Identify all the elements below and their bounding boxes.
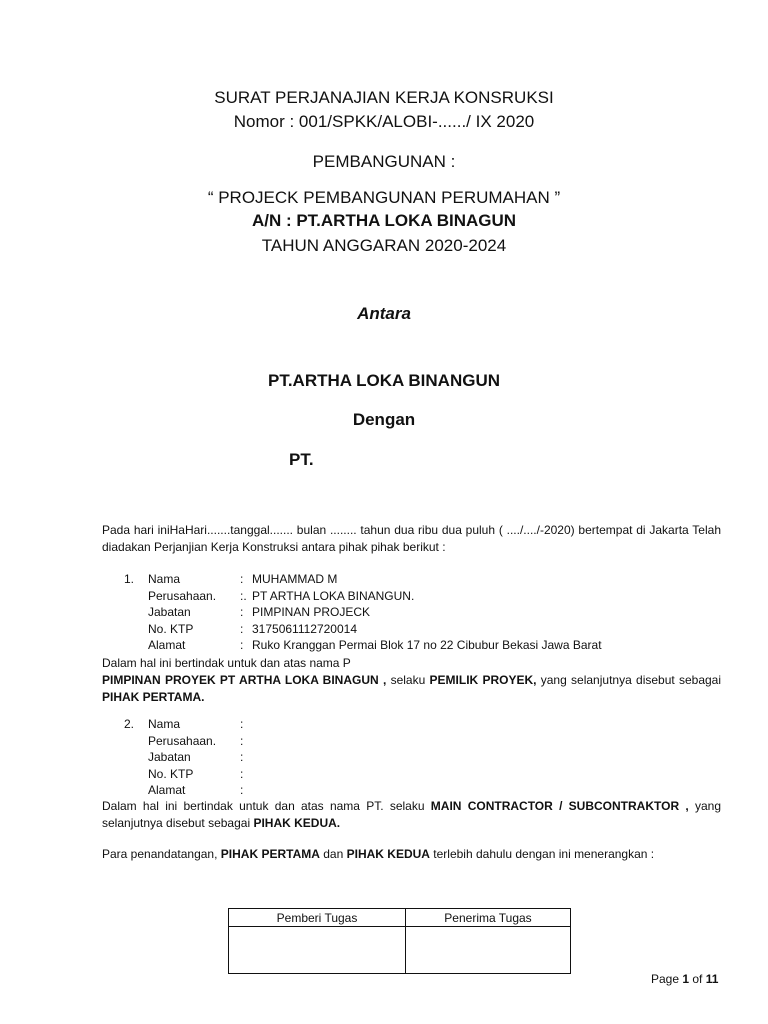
field-label: Jabatan xyxy=(148,605,191,619)
party-1-details xyxy=(102,571,721,654)
party-1-row xyxy=(102,571,721,588)
sign-text: dan xyxy=(319,847,347,861)
rep-bold: PEMILIK PROYEK, xyxy=(429,673,537,687)
party-1-row xyxy=(102,621,721,638)
intro-paragraph: Pada hari iniHaHari.......tanggal....... bulan ........ tahun dua ribu dua puluh ( ..../..../-2020) bertempat di Jakarta Telah diadakan Perjanjian Kerja Konstruksi antara pihak pihak berikut : xyxy=(102,523,721,554)
table-header-assignee: Penerima Tugas xyxy=(406,909,571,927)
field-label: Alamat xyxy=(148,638,186,652)
party-1-representation xyxy=(102,655,721,706)
field-label: Perusahaan. xyxy=(148,588,217,603)
rep-text: selaku xyxy=(386,673,430,687)
table-header-assigner: Pemberi Tugas xyxy=(229,909,406,927)
field-colon: : xyxy=(240,572,244,586)
with-label: Dengan xyxy=(352,410,416,429)
sign-bold: PIHAK KEDUA xyxy=(346,847,430,861)
party-2-row xyxy=(102,716,721,733)
party-1-row xyxy=(102,637,721,654)
field-colon: :. xyxy=(240,588,247,603)
party-1-rep-text xyxy=(102,672,721,706)
signatories-paragraph xyxy=(102,846,721,863)
budget-year: TAHUN ANGGARAN 2020-2024 xyxy=(261,236,507,255)
page-total: 11 xyxy=(705,972,719,986)
field-value: 3175061112720014 xyxy=(252,621,357,636)
field-value: Ruko Kranggan Permai Blok 17 no 22 Cibubur Bekasi Jawa Barat xyxy=(252,638,602,652)
between-label: Antara xyxy=(357,304,411,323)
party-1-number: 1. xyxy=(124,572,135,586)
first-party-name: PT.ARTHA LOKA BINANGUN xyxy=(267,371,500,390)
field-colon: : xyxy=(240,766,244,781)
field-colon: : xyxy=(240,717,244,731)
field-colon: : xyxy=(240,605,244,619)
assigner-cell xyxy=(229,927,406,974)
field-value: PIMPINAN PROJECK xyxy=(252,605,371,619)
field-colon: : xyxy=(240,783,244,797)
rep-text: yang selanjutnya disebut sebagai xyxy=(536,673,722,687)
sign-bold: PIHAK PERTAMA xyxy=(220,847,320,861)
table-row xyxy=(229,927,571,974)
rep-text: Dalam hal ini bertindak untuk dan atas nama PT. selaku xyxy=(102,799,431,813)
on-behalf-of: A/N : PT.ARTHA LOKA BINAGUN xyxy=(251,211,517,230)
field-label: Nama xyxy=(148,572,181,586)
page-of: of xyxy=(689,972,706,986)
sign-text: terlebih dahulu dengan ini menerangkan : xyxy=(429,847,655,861)
field-colon: : xyxy=(240,750,244,764)
sign-text: Para penandatangan, xyxy=(102,847,221,861)
party-2-details xyxy=(102,716,721,799)
page-number xyxy=(651,972,718,986)
document-title: SURAT PERJANAJIAN KERJA KONSRUKSI xyxy=(214,88,554,107)
rep-text: yang selanjutnya disebut sebagai xyxy=(102,799,722,830)
party-2-representation xyxy=(102,798,721,832)
party-2-row xyxy=(102,733,721,750)
field-label: No. KTP xyxy=(148,621,194,636)
assignee-cell xyxy=(406,927,571,974)
page-prefix: Page xyxy=(651,972,683,986)
rep-bold: PIHAK KEDUA. xyxy=(253,816,341,830)
field-colon: : xyxy=(240,638,244,652)
construction-heading: PEMBANGUNAN : xyxy=(312,152,456,171)
field-value: MUHAMMAD M xyxy=(252,572,338,586)
party-2-row xyxy=(102,766,721,783)
field-label: No. KTP xyxy=(148,766,194,781)
field-colon: : xyxy=(240,621,244,636)
party-2-number: 2. xyxy=(124,717,135,731)
party-1-row xyxy=(102,604,721,621)
field-label: Alamat xyxy=(148,783,186,797)
document-number: Nomor : 001/SPKK/ALOBI-....../ IX 2020 xyxy=(233,112,535,131)
party-1-row xyxy=(102,588,721,605)
rep-bold: PIMPINAN PROYEK PT ARTHA LOKA BINAGUN , xyxy=(102,673,387,687)
party-1-rep-line: Dalam hal ini bertindak untuk dan atas nama P xyxy=(102,656,351,670)
party-2-row xyxy=(102,782,721,799)
field-label: Jabatan xyxy=(148,750,191,764)
party-2-row xyxy=(102,749,721,766)
field-value: PT ARTHA LOKA BINANGUN. xyxy=(252,588,415,603)
project-name: “ PROJECK PEMBANGUNAN PERUMAHAN ” xyxy=(207,188,561,207)
second-party-name: PT. xyxy=(289,450,314,469)
table-header-row xyxy=(229,909,571,927)
field-colon: : xyxy=(240,733,244,748)
assignment-table xyxy=(228,908,571,974)
rep-bold: MAIN CONTRACTOR / SUBCONTRAKTOR , xyxy=(430,799,689,813)
field-label: Perusahaan. xyxy=(148,733,217,748)
page-current: 1 xyxy=(682,972,690,986)
field-label: Nama xyxy=(148,717,181,731)
rep-bold: PIHAK PERTAMA. xyxy=(102,690,205,704)
